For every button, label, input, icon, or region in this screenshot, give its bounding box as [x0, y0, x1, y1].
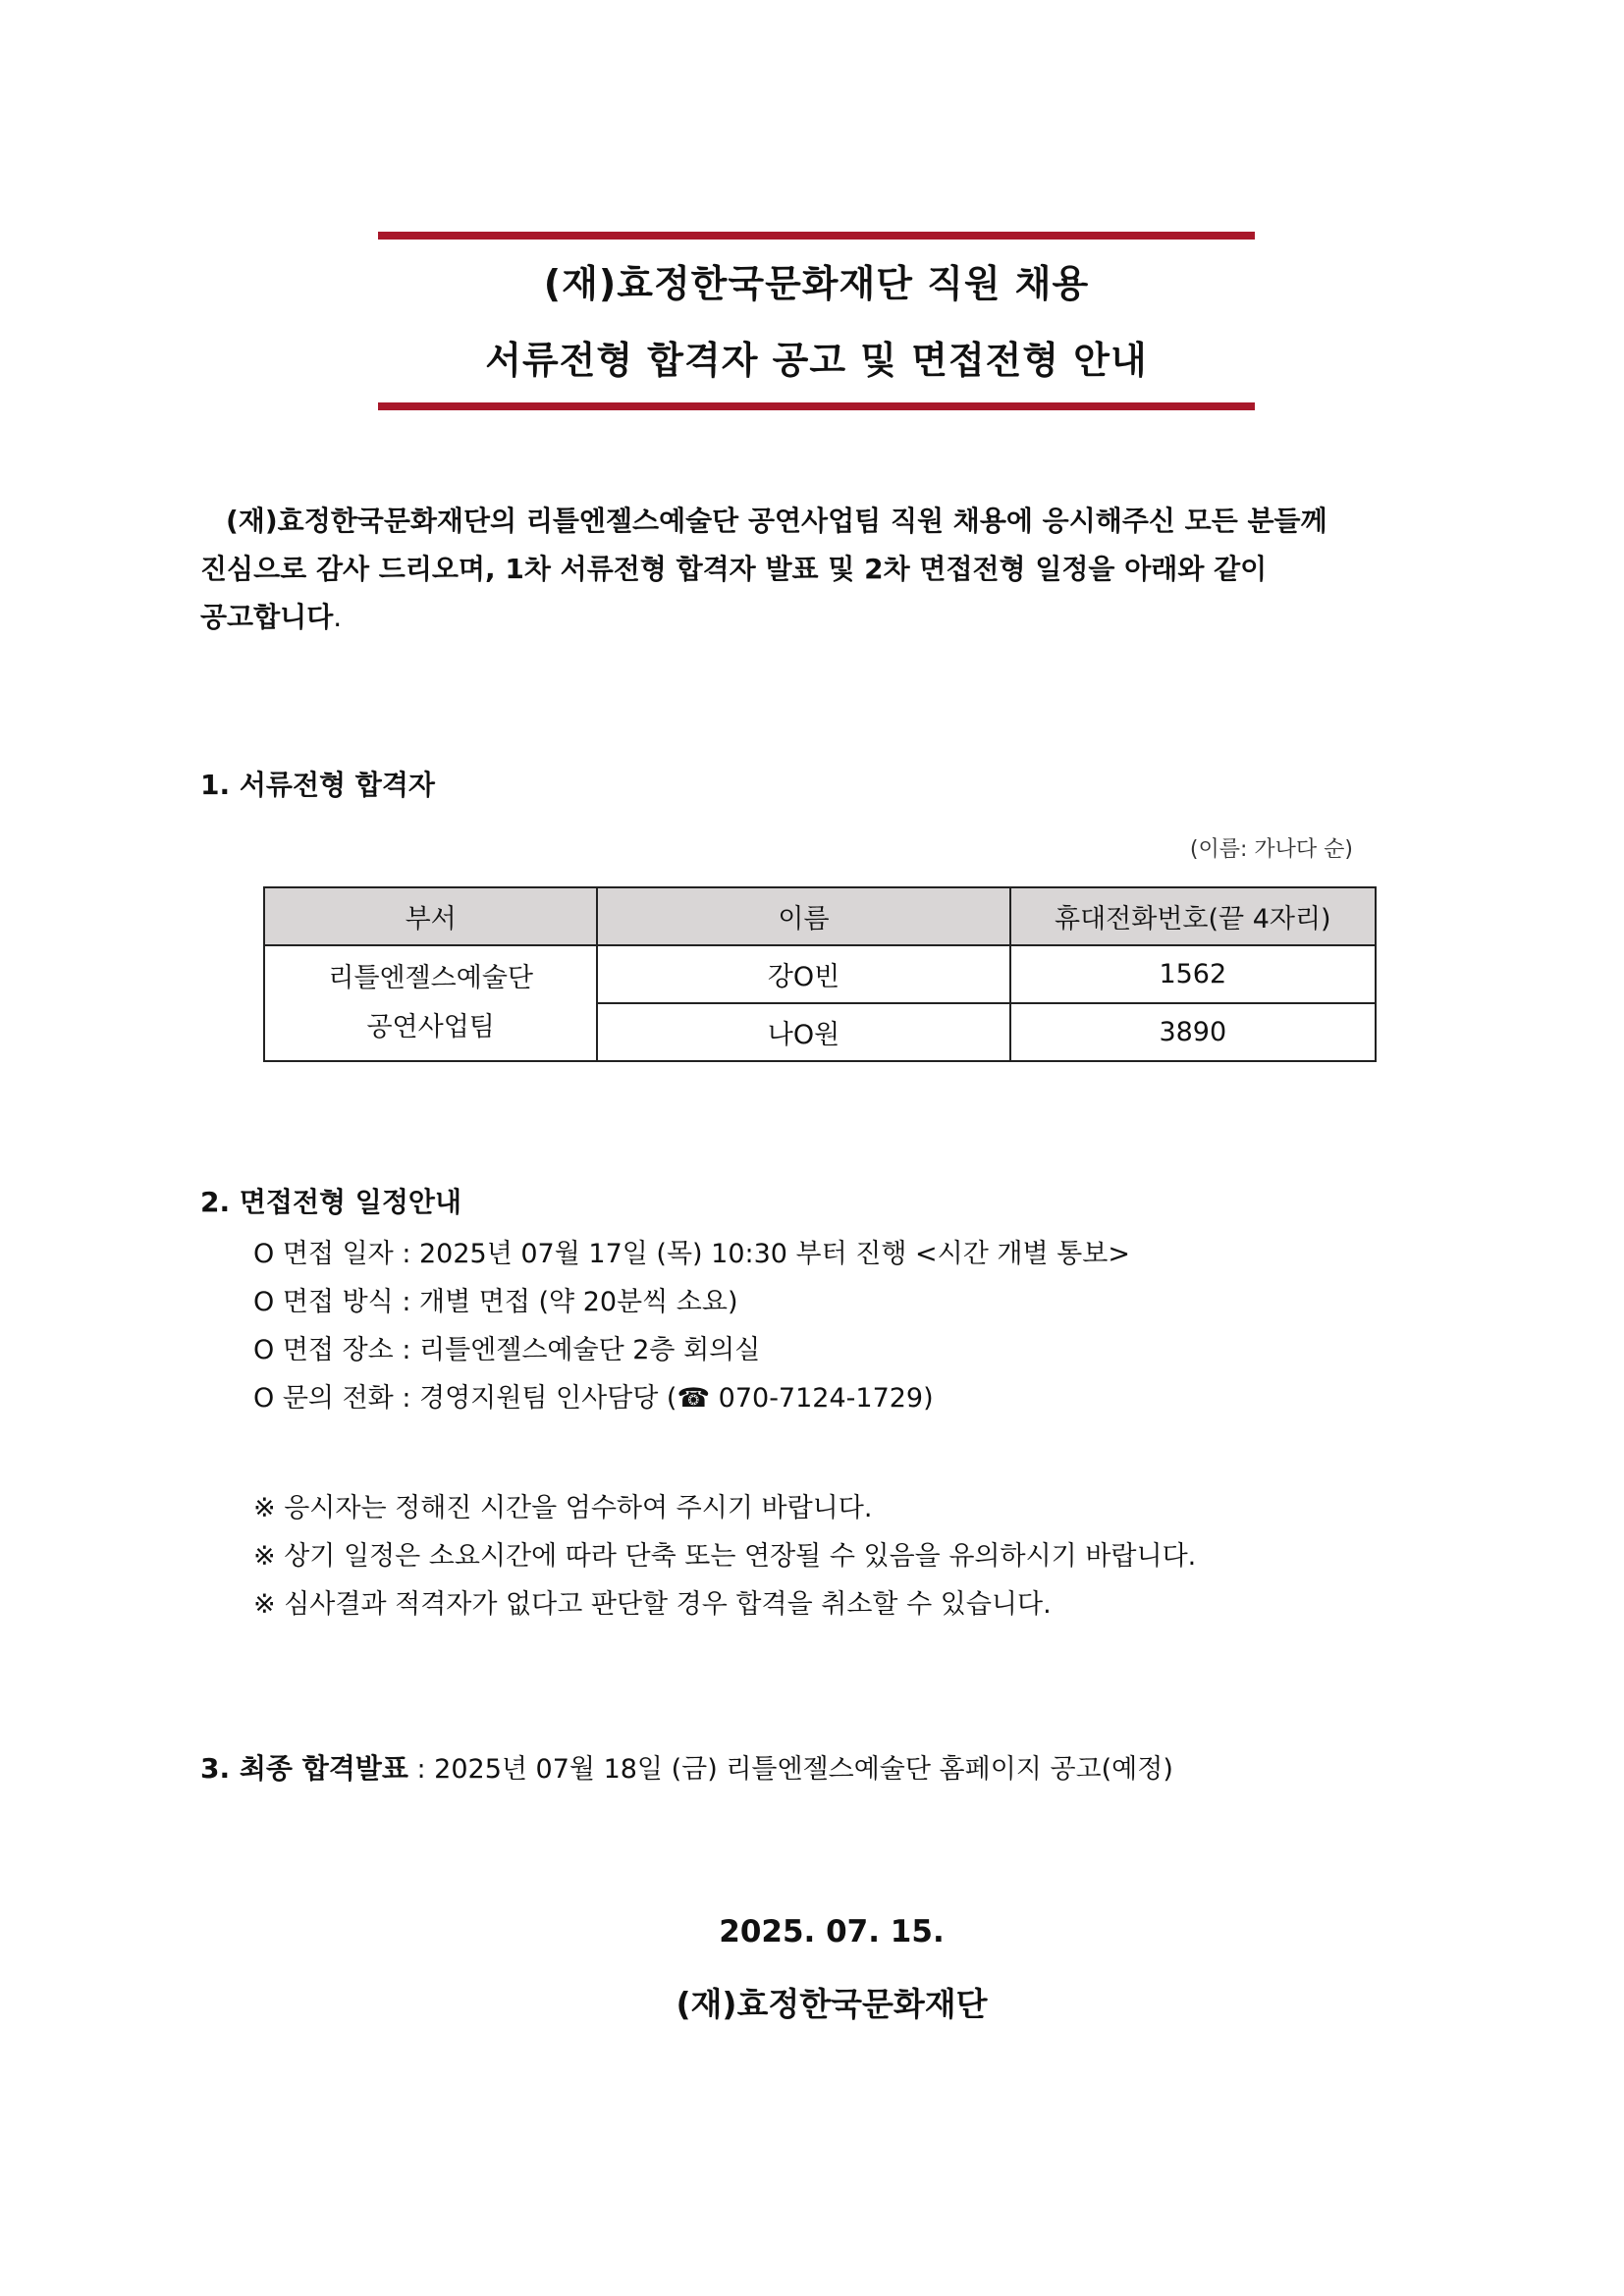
dept-line-1: 리틀엔젤스예술단: [328, 963, 534, 993]
header-phone: 휴대전화번호(끝 4자리): [1010, 887, 1376, 945]
notice-list: [253, 1484, 1196, 1629]
table-header-row: [264, 887, 1376, 945]
title-top-rule: [378, 232, 1255, 240]
section3-heading: 3. 최종 합격발표: [200, 1752, 408, 1785]
intro-line-3-period: .: [333, 601, 343, 633]
sort-note: (이름: 가나다 순): [1189, 837, 1353, 862]
dept-line-2: 공연사업팀: [366, 1012, 495, 1042]
intro-paragraph: [200, 497, 1398, 641]
intro-line-2: 진심으로 감사 드리오며, 1차 서류전형 합격자 발표 및 2차 면접전형 일정을 아래와 같이: [200, 553, 1268, 585]
schedule-item-location: O 면접 장소 : 리틀엔젤스예술단 2층 회의실: [253, 1335, 761, 1365]
title-line-1: (재)효정한국문화재단 직원 채용: [543, 262, 1090, 305]
schedule-item-contact: O 문의 전화 : 경영지원팀 인사담당 (☎ 070-7124-1729): [253, 1383, 934, 1414]
section2-heading: 2. 면접전형 일정안내: [200, 1186, 462, 1218]
title-block: [378, 232, 1255, 410]
header-name: 이름: [597, 887, 1009, 945]
section3-text: : 2025년 07월 18일 (금) 리틀엔젤스예술단 홈페이지 공고(예정): [407, 1754, 1173, 1785]
final-announcement: [200, 1747, 1173, 1787]
name-cell: 강O빈: [597, 945, 1009, 1003]
dept-cell: [264, 945, 597, 1061]
notice-item: ※ 상기 일정은 소요시간에 따라 단축 또는 연장될 수 있음을 유의하시기 바랍니다.: [253, 1541, 1197, 1572]
title-bottom-rule: [378, 402, 1255, 410]
phone-cell: 3890: [1010, 1003, 1376, 1061]
phone-cell: 1562: [1010, 945, 1376, 1003]
footer-organization: (재)효정한국문화재단: [676, 1985, 988, 2023]
footer-date: 2025. 07. 15.: [719, 1914, 945, 1949]
intro-line-3-text: 공고합니다: [200, 601, 334, 633]
intro-line-3: [200, 593, 1398, 641]
section1-heading: 1. 서류전형 합격자: [200, 769, 435, 801]
interview-schedule-list: [253, 1230, 1130, 1422]
title-lines: [378, 240, 1255, 402]
intro-line-1: (재)효정한국문화재단의 리틀엔젤스예술단 공연사업팀 직원 채용에 응시해주신 모든 분들께: [226, 505, 1327, 537]
table-row: [264, 945, 1376, 1003]
header-dept: 부서: [264, 887, 597, 945]
schedule-item-date: O 면접 일자 : 2025년 07월 17일 (목) 10:30 부터 진행 <시간 개별 통보>: [253, 1239, 1130, 1269]
notice-item: ※ 심사결과 적격자가 없다고 판단할 경우 합격을 취소할 수 있습니다.: [253, 1589, 1052, 1620]
schedule-item-method: O 면접 방식 : 개별 면접 (약 20분씩 소요): [253, 1287, 738, 1317]
title-line-2: 서류전형 합격자 공고 및 면접전형 안내: [485, 339, 1148, 382]
notice-item: ※ 응시자는 정해진 시간을 엄수하여 주시기 바랍니다.: [253, 1493, 873, 1523]
name-cell: 나O원: [597, 1003, 1009, 1061]
passed-applicants-table: [263, 886, 1377, 1062]
